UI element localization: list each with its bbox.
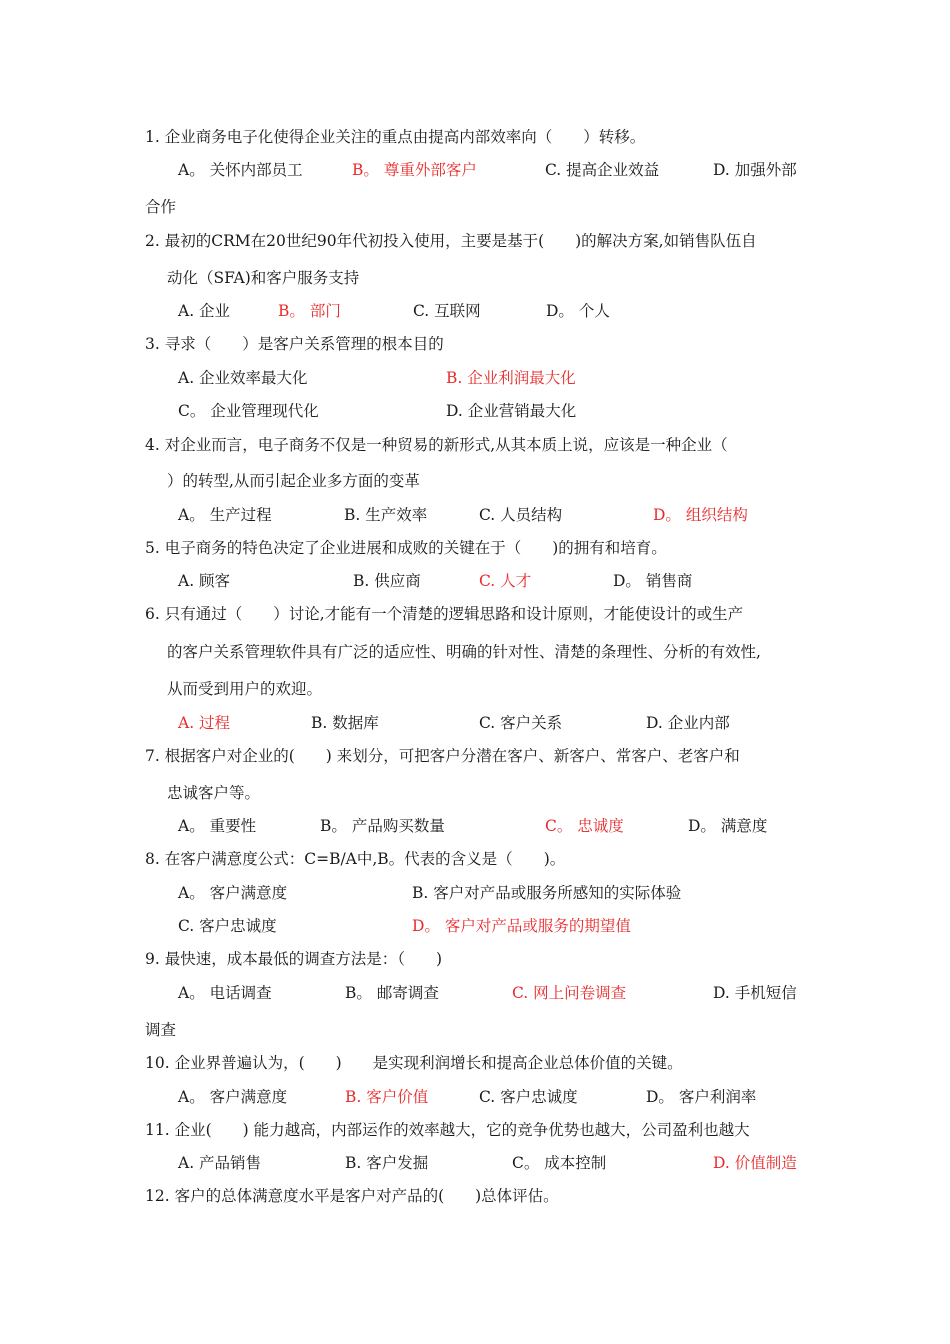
question-1-option-d: D. 加强外部 [713, 161, 797, 179]
question-2-stem-line-2: 动化（SFA)和客户服务支持 [167, 269, 360, 287]
question-9-option-c-answer: C. 网上问卷调查 [512, 984, 627, 1002]
question-4-stem-line-1: 4. 对企业而言，电子商务不仅是一种贸易的新形式,从其本质上说，应该是一种企业（ [145, 436, 728, 454]
question-4-option-c: C. 人员结构 [479, 506, 563, 524]
question-2-option-b-answer: B。 部门 [278, 302, 341, 320]
question-11-option-b: B. 客户发掘 [345, 1154, 429, 1172]
question-5-stem: 5. 电子商务的特色决定了企业进展和成败的关键在于（ )的拥有和培育。 [145, 539, 667, 557]
question-7-option-c-answer: C。 忠诚度 [545, 817, 624, 835]
question-3-stem: 3. 寻求（ ）是客户关系管理的根本目的 [145, 335, 444, 353]
question-4-option-b: B. 生产效率 [344, 506, 428, 524]
question-10-option-a: A。 客户满意度 [178, 1088, 288, 1106]
question-8-option-d-answer: D。 客户对产品或服务的期望值 [412, 917, 631, 935]
question-2-stem-line-1: 2. 最初的CRM在20世纪90年代初投入使用，主要是基于( )的解决方案,如销售队伍自 [145, 232, 757, 250]
question-6-stem-line-2: 的客户关系管理软件具有广泛的适应性、明确的针对性、清楚的条理性、分析的有效性, [167, 643, 761, 661]
question-6-option-c: C. 客户关系 [479, 714, 563, 732]
question-7-option-b: B。 产品购买数量 [320, 817, 445, 835]
question-3-option-d: D. 企业营销最大化 [446, 402, 577, 420]
question-1-option-a: A。 关怀内部员工 [178, 161, 303, 179]
question-1-tail: 合作 [145, 198, 177, 216]
question-11-option-a: A. 产品销售 [178, 1154, 262, 1172]
question-6-option-a-answer: A. 过程 [178, 714, 231, 732]
question-9-tail: 调查 [145, 1021, 177, 1039]
question-1-option-b-answer: B。 尊重外部客户 [352, 161, 477, 179]
question-5-option-d: D。 销售商 [613, 572, 693, 590]
question-11-option-c: C。 成本控制 [512, 1154, 607, 1172]
question-11-option-d-answer: D. 价值制造 [713, 1154, 797, 1172]
question-10-stem: 10. 企业界普遍认为，( ) 是实现利润增长和提高企业总体价值的关键。 [145, 1054, 683, 1072]
question-6-option-d: D. 企业内部 [646, 714, 730, 732]
question-5-option-a: A. 顾客 [178, 572, 231, 590]
question-2-option-a: A. 企业 [178, 302, 231, 320]
question-8-option-a: A。 客户满意度 [178, 884, 288, 902]
question-7-option-d: D。 满意度 [688, 817, 768, 835]
question-6-stem-line-3: 从而受到用户的欢迎。 [167, 680, 323, 698]
question-7-option-a: A。 重要性 [178, 817, 257, 835]
question-6-stem-line-1: 6. 只有通过（ ）讨论,才能有一个清楚的逻辑思路和设计原则，才能使设计的或生产 [145, 605, 744, 623]
question-11-stem: 11. 企业( ) 能力越高，内部运作的效率越大，它的竞争优势也越大，公司盈利也越大 [145, 1121, 750, 1139]
question-10-option-d: D。 客户利润率 [646, 1088, 757, 1106]
question-10-option-c: C. 客户忠诚度 [479, 1088, 578, 1106]
question-12-stem: 12. 客户的总体满意度水平是客户对产品的( )总体评估。 [145, 1187, 559, 1205]
question-9-option-d: D. 手机短信 [713, 984, 797, 1002]
question-7-stem-line-1: 7. 根据客户对企业的( ) 来划分，可把客户分潜在客户、新客户、常客户、老客户和 [145, 747, 740, 765]
question-1-option-c: C. 提高企业效益 [545, 161, 660, 179]
question-9-option-b: B。 邮寄调查 [345, 984, 439, 1002]
question-7-stem-line-2: 忠诚客户等。 [167, 784, 261, 802]
question-9-stem: 9. 最快速，成本最低的调查方法是：（ ) [145, 950, 443, 968]
question-4-option-d-answer: D。 组织结构 [653, 506, 748, 524]
question-10-option-b-answer: B. 客户价值 [345, 1088, 429, 1106]
question-5-option-b: B. 供应商 [353, 572, 421, 590]
question-8-option-c: C. 客户忠诚度 [178, 917, 277, 935]
question-3-option-b-answer: B. 企业利润最大化 [446, 369, 576, 387]
question-2-option-c: C. 互联网 [413, 302, 481, 320]
question-3-option-a: A. 企业效率最大化 [178, 369, 308, 387]
question-3-option-c: C。 企业管理现代化 [178, 402, 319, 420]
question-1-stem: 1. 企业商务电子化使得企业关注的重点由提高内部效率向（ ）转移。 [145, 128, 646, 146]
question-6-option-b: B. 数据库 [311, 714, 379, 732]
question-8-stem: 8. 在客户满意度公式：C=B/A中,B。代表的含义是（ )。 [145, 850, 566, 868]
question-5-option-c-answer: C. 人才 [479, 572, 532, 590]
question-9-option-a: A。 电话调查 [178, 984, 272, 1002]
question-2-option-d: D。 个人 [546, 302, 610, 320]
question-4-stem-line-2: ）的转型,从而引起企业多方面的变革 [167, 472, 420, 490]
question-4-option-a: A。 生产过程 [178, 506, 272, 524]
question-8-option-b: B. 客户对产品或服务所感知的实际体验 [412, 884, 682, 902]
